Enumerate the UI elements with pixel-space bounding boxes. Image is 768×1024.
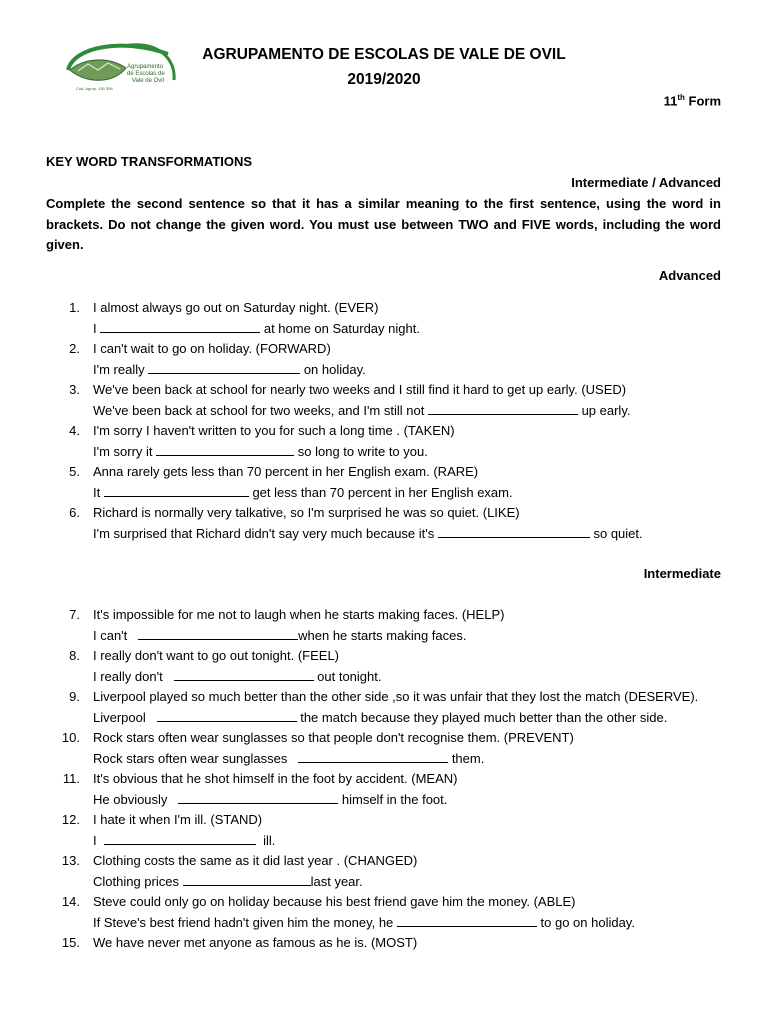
answer-prefix: I — [93, 320, 101, 336]
answer-sentence — [93, 442, 721, 463]
answer-sentence — [93, 626, 721, 647]
answer-sentence — [93, 524, 721, 545]
item-number: 1. — [69, 300, 80, 315]
answer-sentence — [93, 360, 721, 381]
item-number: 11. — [62, 771, 80, 786]
item-number: 6. — [69, 505, 80, 520]
intermediate-list — [46, 605, 721, 954]
answer-blank[interactable] — [438, 524, 590, 538]
item-number: 10. — [61, 730, 80, 745]
item-number: 5. — [69, 464, 80, 479]
section-title: KEY WORD TRANSFORMATIONS — [46, 154, 253, 169]
item-number: 13. — [61, 853, 80, 868]
answer-blank[interactable] — [428, 401, 578, 415]
list-item — [46, 339, 721, 380]
answer-sentence — [93, 790, 721, 811]
answer-prefix: I'm really — [93, 361, 149, 377]
advanced-list — [46, 298, 721, 544]
question-sentence: I'm sorry I haven't written to you for such a long time . (TAKEN) — [93, 423, 455, 438]
answer-sentence — [93, 319, 721, 340]
list-item — [46, 933, 721, 954]
logo-text-3: Vale de Ovil — [132, 78, 164, 84]
school-name: AGRUPAMENTO DE ESCOLAS DE VALE DE OVIL — [202, 46, 566, 63]
answer-blank[interactable] — [138, 626, 298, 640]
answer-blank[interactable] — [104, 831, 256, 845]
question-sentence: Liverpool played so much better than the other side ,so it was unfair that they lost the match (DESERVE). — [93, 689, 699, 704]
list-item — [46, 421, 721, 462]
list-item — [46, 462, 721, 503]
answer-sentence — [93, 831, 721, 852]
instructions: Complete the second sentence so that it has a similar meaning to the first sentence, using the word in brackets. Do not change the given word. You must use between TWO and FIVE words, including the word given. — [46, 196, 721, 252]
answer-prefix: If Steve's best friend hadn't given him the money, he — [93, 914, 397, 930]
answer-prefix: It — [93, 484, 104, 500]
question-sentence: It's obvious that he shot himself in the foot by accident. (MEAN) — [93, 771, 458, 786]
answer-suffix: so long to write to you. — [294, 443, 428, 459]
list-item — [46, 769, 721, 810]
level-advanced: Advanced — [658, 268, 721, 283]
answer-suffix: himself in the foot. — [338, 791, 448, 807]
answer-prefix: He obviously — [93, 791, 179, 807]
answer-blank[interactable] — [183, 872, 311, 886]
form-number: 11 — [663, 93, 678, 109]
answer-sentence — [93, 708, 721, 729]
form-word: Form — [688, 93, 721, 109]
answer-sentence — [93, 749, 721, 770]
answer-prefix: Liverpool — [93, 709, 157, 725]
question-sentence: Steve could only go on holiday because his best friend gave him the money. (ABLE) — [93, 894, 576, 909]
question-sentence: Clothing costs the same as it did last year . (CHANGED) — [93, 853, 418, 868]
item-number: 2. — [69, 341, 80, 356]
question-sentence: It's impossible for me not to laugh when he starts making faces. (HELP) — [93, 607, 505, 622]
list-item — [46, 298, 721, 339]
answer-blank[interactable] — [178, 790, 338, 804]
answer-suffix: when he starts making faces. — [298, 627, 467, 643]
answer-sentence — [93, 913, 721, 934]
answer-suffix: the match because they played much better than the other side. — [296, 709, 668, 725]
question-sentence: We have never met anyone as famous as he is. (MOST) — [93, 935, 418, 950]
list-item — [46, 646, 721, 687]
answer-sentence — [93, 483, 721, 504]
answer-suffix: to go on holiday. — [536, 914, 635, 930]
answer-sentence — [93, 401, 721, 422]
answer-blank[interactable] — [174, 667, 314, 681]
question-sentence: I really don't want to go out tonight. (FEEL) — [93, 648, 340, 663]
form-label — [664, 93, 721, 108]
school-year: 2019/2020 — [347, 71, 421, 88]
question-sentence: Richard is normally very talkative, so I'm surprised he was so quiet. (LIKE) — [93, 505, 520, 520]
answer-prefix: I really don't — [93, 668, 174, 684]
answer-blank[interactable] — [104, 483, 249, 497]
question-sentence: Rock stars often wear sunglasses so that people don't recognise them. (PREVENT) — [93, 730, 574, 745]
list-item — [46, 728, 721, 769]
item-number: 14. — [61, 894, 80, 909]
answer-blank[interactable] — [100, 319, 260, 333]
logo-text-2: de Escolas de — [127, 71, 165, 77]
logo-text-1: Agrupamento — [127, 64, 164, 70]
answer-prefix: I'm sorry it — [93, 443, 157, 459]
answer-prefix: Clothing prices — [93, 873, 183, 889]
answer-suffix: at home on Saturday night. — [260, 320, 420, 336]
answer-sentence — [93, 872, 721, 893]
answer-prefix: I — [93, 832, 104, 848]
question-sentence: I can't wait to go on holiday. (FORWARD) — [93, 341, 331, 356]
item-number: 4. — [69, 423, 80, 438]
level-main: Intermediate / Advanced — [571, 175, 721, 190]
list-item — [46, 687, 721, 728]
logo-code: Cód. Agrup. 150 356 — [76, 86, 113, 91]
answer-blank[interactable] — [156, 442, 294, 456]
item-number: 3. — [69, 382, 80, 397]
question-sentence: Anna rarely gets less than 70 percent in her English exam. (RARE) — [93, 464, 479, 479]
answer-blank[interactable] — [298, 749, 448, 763]
answer-suffix: them. — [448, 750, 485, 766]
answer-suffix: last year. — [310, 873, 363, 889]
answer-prefix: We've been back at school for two weeks, and I'm still not — [93, 402, 428, 418]
answer-blank[interactable] — [397, 913, 537, 927]
list-item — [46, 810, 721, 851]
item-number: 8. — [69, 648, 80, 663]
level-intermediate: Intermediate — [643, 566, 721, 581]
answer-prefix: I can't — [93, 627, 139, 643]
list-item — [46, 851, 721, 892]
answer-suffix: on holiday. — [300, 361, 366, 377]
question-sentence: I almost always go out on Saturday night. (EVER) — [93, 300, 379, 315]
list-item — [46, 892, 721, 933]
answer-prefix: Rock stars often wear sunglasses — [93, 750, 299, 766]
item-number: 15. — [61, 935, 80, 950]
list-item — [46, 503, 721, 544]
answer-blank[interactable] — [157, 708, 297, 722]
answer-suffix: so quiet. — [589, 525, 643, 541]
answer-suffix: get less than 70 percent in her English exam. — [248, 484, 513, 500]
item-number: 12. — [61, 812, 80, 827]
answer-blank[interactable] — [148, 360, 300, 374]
answer-suffix: ill. — [255, 832, 276, 848]
list-item — [46, 380, 721, 421]
question-sentence: We've been back at school for nearly two weeks and I still find it hard to get up early. (USED) — [93, 382, 627, 397]
item-number: 9. — [69, 689, 80, 704]
question-sentence: I hate it when I'm ill. (STAND) — [93, 812, 263, 827]
answer-prefix: I'm surprised that Richard didn't say very much because it's — [93, 525, 438, 541]
answer-sentence — [93, 667, 721, 688]
form-suffix: th — [677, 93, 685, 102]
list-item — [46, 605, 721, 646]
answer-suffix: out tonight. — [313, 668, 382, 684]
answer-suffix: up early. — [577, 402, 631, 418]
item-number: 7. — [69, 607, 80, 622]
